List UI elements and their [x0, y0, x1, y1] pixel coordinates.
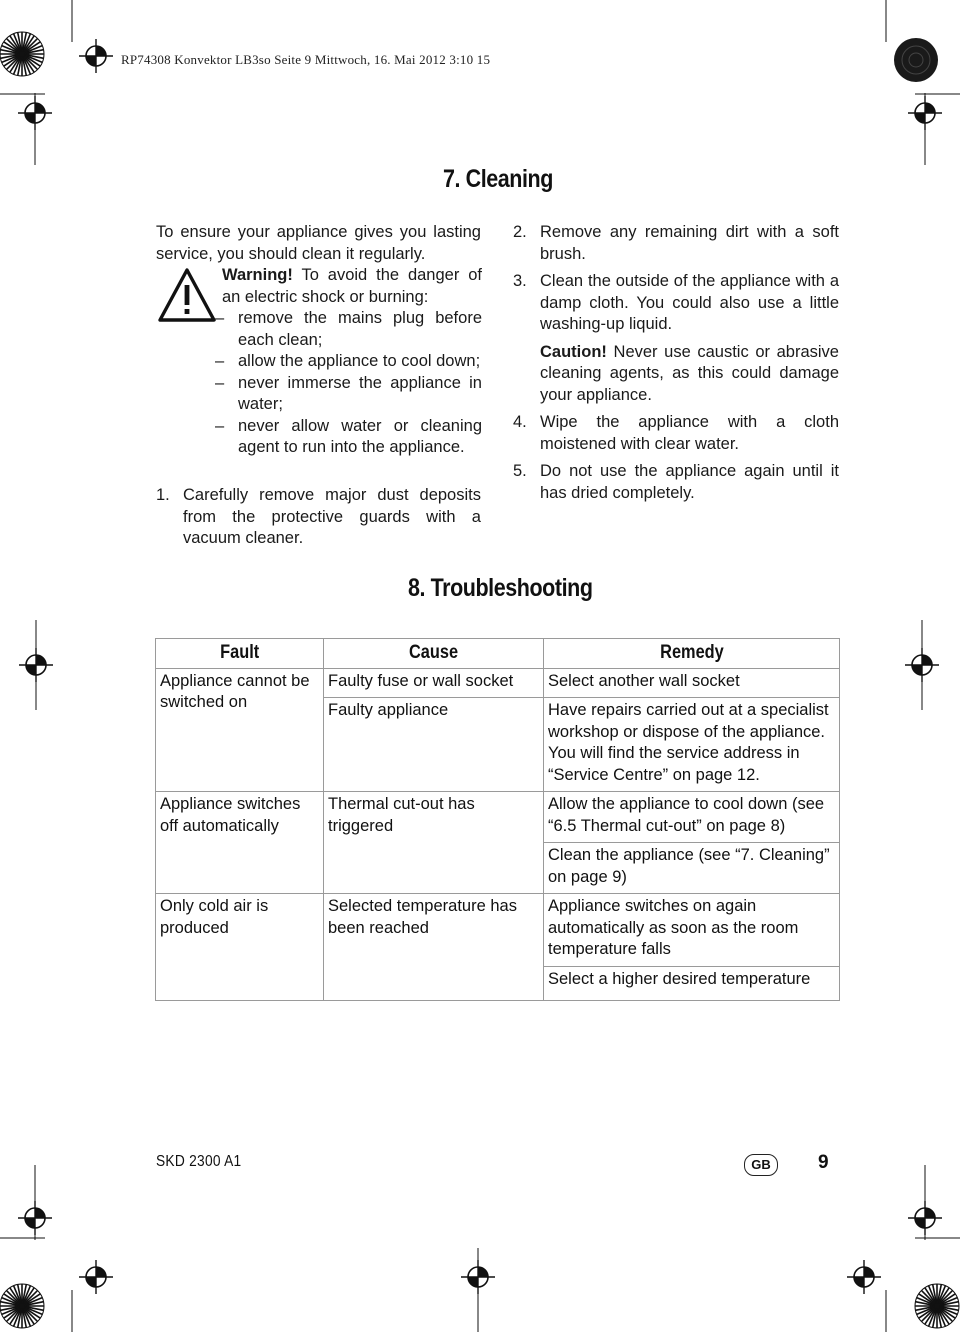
starburst-target-icon	[894, 38, 938, 82]
column-header-remedy: Remedy	[544, 639, 840, 669]
column-header-cause: Cause	[324, 639, 544, 669]
list-item: – allow the appliance to cool down;	[215, 352, 481, 370]
table-cell-remedy: Have repairs carried out at a specialist workshop or dispose of the appliance. You will find the service address in “Service Centre” on page 12.	[544, 698, 840, 792]
registration-mark-icon	[908, 1201, 942, 1235]
table-cell-fault: Only cold air is produced	[156, 894, 324, 1001]
starburst-target-icon	[0, 32, 44, 76]
column-header-fault: Fault	[156, 639, 324, 669]
table-cell-remedy: Select another wall socket	[544, 668, 840, 698]
table-cell-fault: Appliance switches off automatically	[156, 792, 324, 894]
table-cell-remedy: Allow the appliance to cool down (see “6.5 Thermal cut-out” on page 8)	[544, 792, 840, 843]
print-slug-line: RP74308 Konvektor LB3so Seite 9 Mittwoch, 16. Mai 2012 3:10 15	[121, 52, 491, 67]
warning-label: Warning!	[222, 266, 293, 284]
warning-triangle-icon	[156, 266, 218, 326]
table-cell-cause: Faulty appliance	[324, 698, 544, 792]
cleaning-step-5: 5. Do not use the appliance again until it has dried completely.	[513, 462, 839, 502]
cleaning-step-3: 3. Clean the outside of the appliance with a damp cloth. You could also use a little washing-up liquid.	[513, 272, 839, 333]
caution-label: Caution!	[540, 342, 607, 361]
registration-mark-icon	[79, 1260, 113, 1294]
registration-mark-icon	[847, 1260, 881, 1294]
table-cell-remedy: Select a higher desired temperature	[544, 966, 840, 1001]
country-badge: GB	[744, 1154, 778, 1176]
table-cell-fault: Appliance cannot be switched on	[156, 668, 324, 792]
troubleshooting-table	[155, 638, 840, 1001]
registration-mark-icon	[18, 96, 52, 130]
cleaning-heading: 7. Cleaning	[443, 165, 553, 193]
starburst-target-icon	[915, 1284, 959, 1328]
list-item: – never immerse the appliance in water;	[215, 373, 482, 413]
registration-mark-icon	[79, 39, 113, 73]
registration-mark-icon	[908, 96, 942, 130]
table-cell-cause: Selected temperature has been reached	[324, 894, 544, 1001]
registration-mark-icon	[18, 1201, 52, 1235]
list-item: – remove the mains plug before each clean;	[215, 309, 482, 349]
table-cell-cause: Faulty fuse or wall socket	[324, 668, 544, 698]
table-row	[156, 792, 840, 843]
cleaning-steps-right	[513, 222, 839, 510]
list-item: – never allow water or cleaning agent to run into the appliance.	[215, 416, 482, 456]
table-cell-cause: Thermal cut-out has triggered	[324, 792, 544, 894]
cleaning-intro: To ensure your appliance gives you lasting service, you should clean it regularly.	[156, 223, 481, 263]
warning-text: To avoid the danger of an electric shock or burning:	[222, 266, 482, 306]
table-cell-remedy: Appliance switches on again automatically as soon as the room temperature falls	[544, 894, 840, 967]
caution-text: Never use caustic or abrasive cleaning agents, as this could damage your appliance.	[540, 342, 839, 404]
table-row	[156, 668, 840, 698]
registration-mark-icon	[461, 1260, 495, 1294]
warning-list	[215, 308, 482, 459]
footer-model: SKD 2300 A1	[156, 1153, 242, 1170]
table-cell-remedy: Clean the appliance (see “7. Cleaning” on page 9)	[544, 843, 840, 894]
cleaning-step-4: 4. Wipe the appliance with a cloth moistened with clear water.	[513, 413, 839, 453]
cleaning-step-1: 1. Carefully remove major dust deposits from the protective guards with a vacuum cleaner.	[156, 486, 481, 547]
caution-paragraph	[540, 342, 839, 407]
cleaning-step-2: 2. Remove any remaining dirt with a soft brush.	[513, 223, 839, 263]
registration-mark-icon	[905, 648, 939, 682]
table-row	[156, 894, 840, 967]
page-number: 9	[818, 1152, 829, 1173]
troubleshooting-heading: 8. Troubleshooting	[408, 574, 593, 602]
table-header-row	[156, 639, 840, 669]
starburst-target-icon	[0, 1284, 44, 1328]
warning-paragraph	[222, 265, 482, 308]
registration-mark-icon	[19, 648, 53, 682]
